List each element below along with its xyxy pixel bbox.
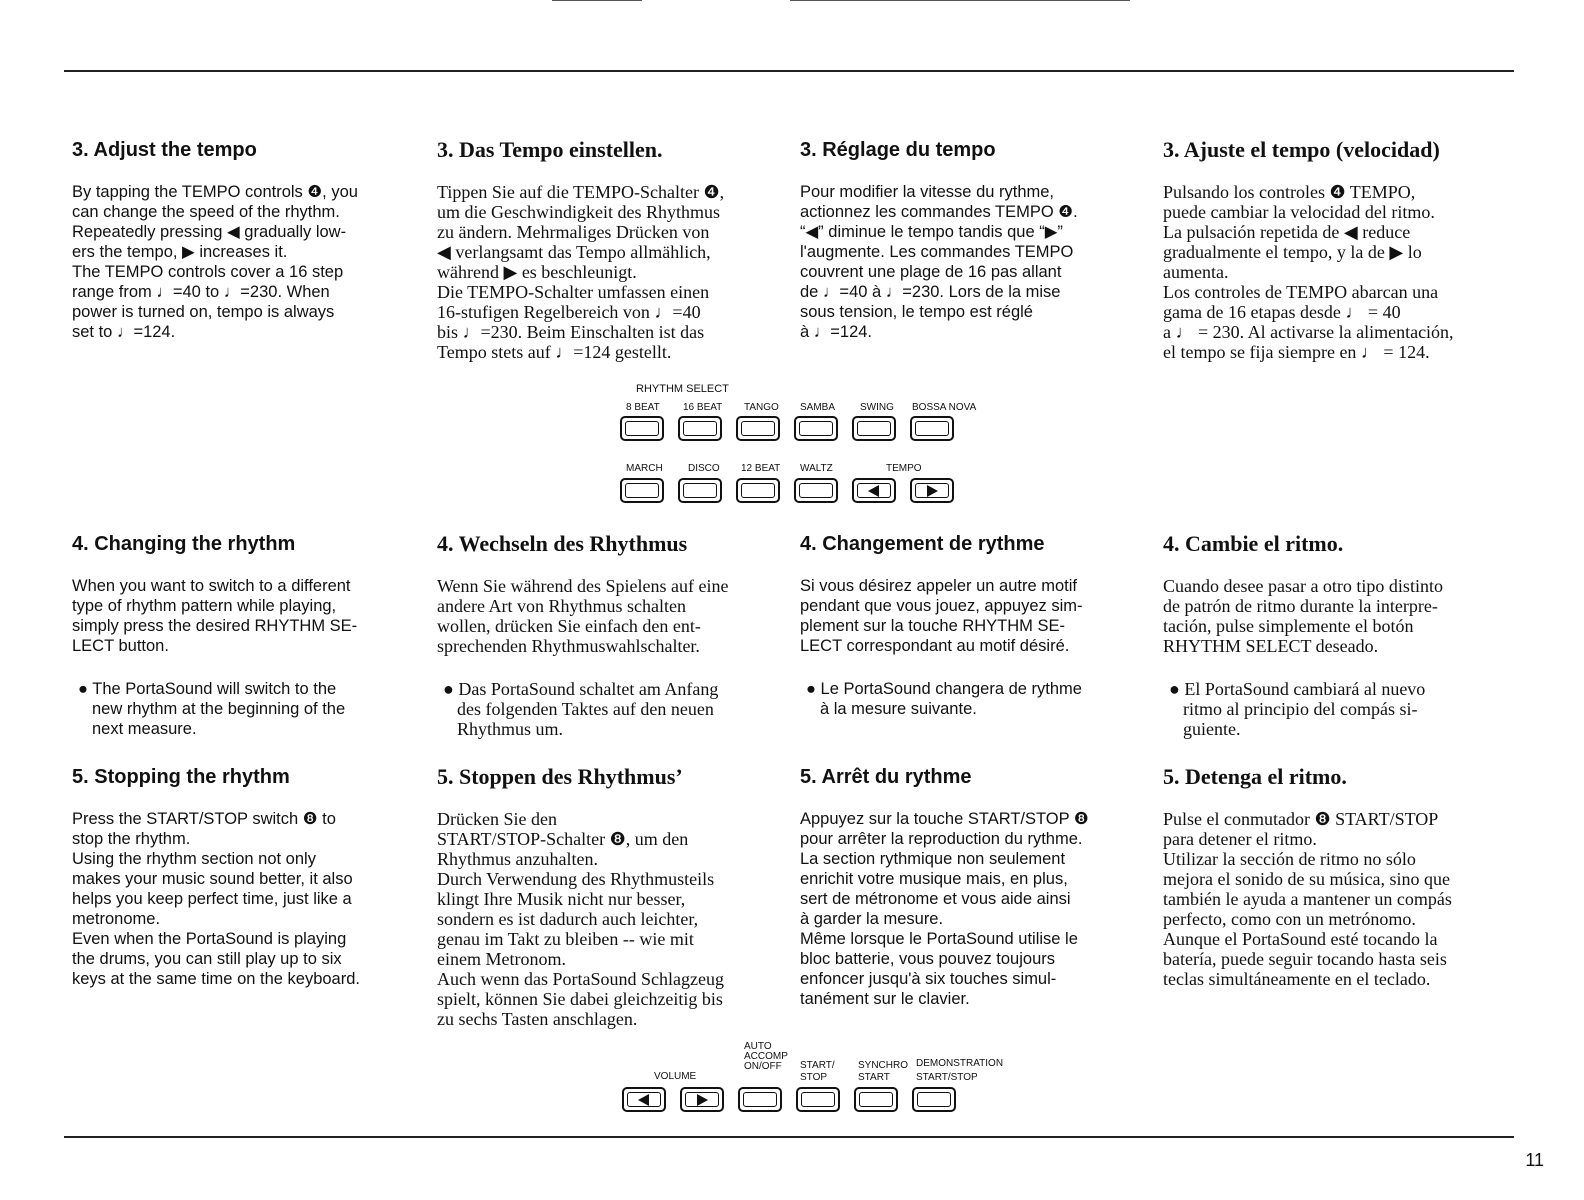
volume-up-button[interactable] [680, 1087, 724, 1112]
heading: 4. Cambie el ritmo. [1163, 531, 1344, 556]
right-arrow-icon [697, 1094, 708, 1106]
label-auto-accomp: AUTO ACCOMP ON/OFF [744, 1041, 788, 1072]
rhythm-tango-button[interactable] [736, 416, 780, 441]
scan-mark [552, 0, 642, 1]
heading: 5. Stoppen des Rhythmus’ [437, 764, 683, 789]
heading: 3. Ajuste el tempo (velocidad) [1163, 137, 1440, 162]
rhythm-swing-button[interactable] [852, 416, 896, 441]
label-synchro-start: SYNCHRO START [858, 1060, 909, 1083]
heading: 3. Réglage du tempo [800, 139, 996, 161]
tempo-en [72, 138, 422, 342]
stopping-de [437, 765, 787, 1029]
demonstration-button[interactable] [912, 1087, 956, 1112]
label-bossa-nova: BOSSA NOVA [912, 402, 977, 413]
changing-en [72, 532, 422, 739]
label-tango: TANGO [744, 402, 779, 413]
heading: 3. Adjust the tempo [72, 139, 257, 161]
rhythm-16beat-button[interactable] [678, 416, 722, 441]
rhythm-waltz-button[interactable] [794, 478, 838, 503]
heading: 4. Wechseln des Rhythmus [437, 531, 688, 556]
rhythm-8beat-button[interactable] [620, 416, 664, 441]
heading: 5. Stopping the rhythm [72, 766, 290, 788]
paragraph: Pulsando los controles ❹ TEMPO, puede cambiar la velocidad del ritmo. La pulsación repetida de ◀ reduce gradualmente el tempo, y la de ▶ lo aumenta. Los controles de TEMPO abarcan una gama de 16 etapas desde ♩ = 40 a ♩ = 230. Al activarse la alimentación, el tempo se fija siempre en ♩ = 124. [1163, 182, 1454, 362]
bullet-note: ● The PortaSound will switch to the new rhythm at the beginning of the next measure. [78, 680, 346, 738]
bullet-note: ● Das PortaSound schaltet am Anfang des folgenden Taktes auf den neuen Rhythmus um. [443, 679, 719, 739]
label-march: MARCH [626, 463, 663, 474]
start-stop-button[interactable] [796, 1087, 840, 1112]
tempo-es [1163, 138, 1513, 362]
left-arrow-icon [868, 485, 879, 497]
stopping-en [72, 765, 422, 989]
label-swing: SWING [860, 402, 894, 413]
bullet-note: ● Le PortaSound changera de rythme à la mesure suivante. [806, 680, 1082, 718]
label-tempo: TEMPO [886, 463, 922, 474]
changing-fr [800, 532, 1150, 719]
bottom-rule [64, 1136, 1514, 1138]
paragraph: Press the START/STOP switch ❽ to stop the rhythm. Using the rhythm section not only makes your music sound better, it also helps you keep perfect time, just like a metronome. Even when the PortaSound is playing the drums, you can still play up to six keys at the same time on the keyboard. [72, 810, 360, 988]
rhythm-select-title: RHYTHM SELECT [636, 383, 729, 395]
heading: 4. Changement de rythme [800, 533, 1045, 555]
stopping-es [1163, 765, 1513, 989]
paragraph: When you want to switch to a different type of rhythm pattern while playing, simply press the desired RHYTHM SE- LECT button. [72, 577, 358, 655]
tempo-fr [800, 138, 1150, 342]
label-start-stop: START/ STOP [800, 1060, 835, 1083]
heading: 3. Das Tempo einstellen. [437, 137, 663, 162]
control-panel [622, 1040, 1022, 1115]
rhythm-samba-button[interactable] [794, 416, 838, 441]
label-12beat: 12 BEAT [741, 463, 781, 474]
volume-down-button[interactable] [622, 1087, 666, 1112]
tempo-up-button[interactable] [910, 478, 954, 503]
top-rule [64, 70, 1514, 72]
label-disco: DISCO [688, 463, 720, 474]
page-number: 11 [1525, 1150, 1544, 1170]
paragraph: Appuyez sur la touche START/STOP ❽ pour arrêter la reproduction du rythme. La section rythmique non seulement enrichit votre musique mais, en plus, sert de métronome et vous aide ainsi à garder la mesure. Même lorsque le PortaSound utilise le bloc batterie, vous pouvez toujours enfoncer jusqu'à six touches simul- tanément sur le clavier. [800, 810, 1089, 1008]
changing-es [1163, 532, 1513, 739]
label-volume: VOLUME [654, 1071, 697, 1082]
rhythm-march-button[interactable] [620, 478, 664, 503]
paragraph: Drücken Sie den START/STOP-Schalter ❽, um den Rhythmus anzuhalten. Durch Verwendung des Rhythmusteils klingt Ihre Musik nicht nur besser, sondern es ist dadurch auch leichter, genau im Takt zu bleiben -- wie mit einem Metronom. Auch wenn das PortaSound Schlagzeug spielt, können Sie dabei gleichzeitig bis zu sechs Tasten anschlagen. [437, 809, 724, 1029]
paragraph: Si vous désirez appeler un autre motif pendant que vous jouez, appuyez sim- plement sur la touche RHYTHM SE- LECT correspondant au motif désiré. [800, 577, 1083, 655]
heading: 5. Detenga el ritmo. [1163, 764, 1347, 789]
bullet-note: ● El PortaSound cambiará al nuevo ritmo al principio del compás si- guiente. [1169, 679, 1426, 739]
tempo-down-button[interactable] [852, 478, 896, 503]
paragraph: Pour modifier la vitesse du rythme, actionnez les commandes TEMPO ❹. “◀” diminue le tempo tandis que “▶” l'augmente. Les commandes TEMPO couvrent une plage de 16 pas allant de ♩=40 à ♩=230. Lors de la mise sous tension, le tempo est réglé à ♩=124. [800, 183, 1078, 341]
label-16beat: 16 BEAT [683, 402, 723, 413]
heading: 4. Changing the rhythm [72, 533, 296, 555]
rhythm-disco-button[interactable] [678, 478, 722, 503]
stopping-fr [800, 765, 1150, 1009]
paragraph: Tippen Sie auf die TEMPO-Schalter ❹, um die Geschwindigkeit des Rhythmus zu ändern. Mehrmaliges Drücken von ◀ verlangsamt das Tempo allmählich, während ▶ es beschleunigt. Die TEMPO-Schalter umfassen einen 16-stufigen Regelbereich von ♩=40 bis ♩=230. Beim Einschalten ist das Tempo stets auf ♩=124 gestellt. [437, 182, 725, 362]
rhythm-12beat-button[interactable] [736, 478, 780, 503]
label-demonstration: DEMONSTRATION START/STOP [916, 1058, 1004, 1083]
left-arrow-icon [638, 1094, 649, 1106]
changing-de [437, 532, 787, 739]
scan-mark [790, 0, 1130, 1]
label-8beat: 8 BEAT [626, 402, 660, 413]
paragraph: Pulse el conmutador ❽ START/STOP para detener el ritmo. Utilizar la sección de ritmo no sólo mejora el sonido de su música, sino que también le ayuda a mantener un compás perfecto, como con un metrónomo. Aunque el PortaSound esté tocando la batería, puede seguir tocando hasta seis teclas simultáneamente en el teclado. [1163, 809, 1452, 989]
rhythm-select-panel [620, 380, 980, 505]
paragraph: Cuando desee pasar a otro tipo distinto de patrón de ritmo durante la interpre- tación, pulse simplemente el botón RHYTHM SELECT deseado. [1163, 576, 1443, 656]
label-waltz: WALTZ [800, 463, 833, 474]
paragraph: By tapping the TEMPO controls ❹, you can change the speed of the rhythm. Repeatedly pressing ◀ gradually low- ers the tempo, ▶ increases it. The TEMPO controls cover a 16 step range from ♩=40 to ♩=230. When power is turned on, tempo is always set to ♩=124. [72, 183, 358, 341]
heading: 5. Arrêt du rythme [800, 766, 972, 788]
auto-accomp-button[interactable] [738, 1087, 782, 1112]
tempo-de [437, 138, 787, 362]
right-arrow-icon [927, 485, 938, 497]
paragraph: Wenn Sie während des Spielens auf eine andere Art von Rhythmus schalten wollen, drücken Sie einfach den ent- sprechenden Rhythmuswahlschalter. [437, 576, 729, 656]
label-samba: SAMBA [800, 402, 836, 413]
synchro-start-button[interactable] [854, 1087, 898, 1112]
rhythm-bossa-nova-button[interactable] [910, 416, 954, 441]
